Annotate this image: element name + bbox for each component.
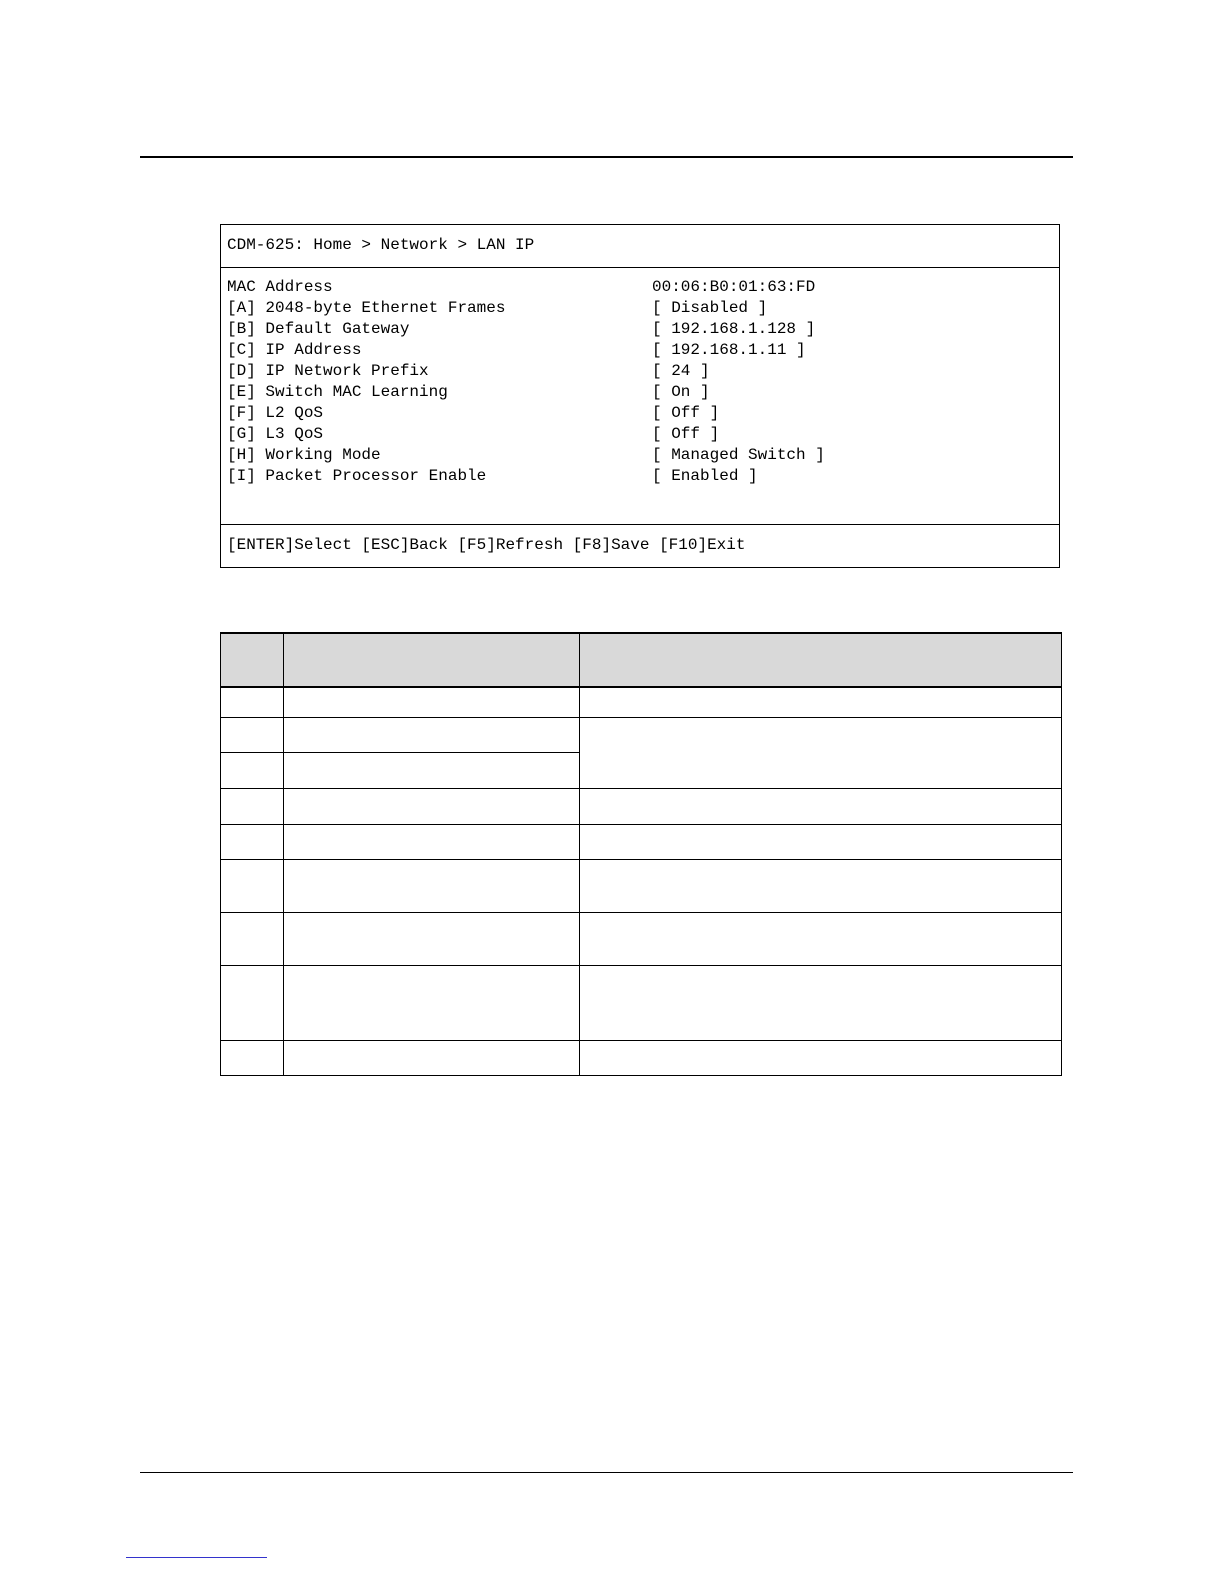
- table-cell: [580, 912, 1062, 965]
- menu-row-label: [E] Switch MAC Learning: [227, 383, 448, 401]
- table-header-cell: [580, 633, 1062, 687]
- menu-row-label: [A] 2048-byte Ethernet Frames: [227, 299, 506, 317]
- menu-row-value: [ Disabled ]: [652, 299, 768, 317]
- table-cell: [221, 824, 284, 859]
- table-cell: [221, 687, 284, 717]
- table-cell: [221, 965, 284, 1040]
- menu-row-label: [H] Working Mode: [227, 446, 381, 464]
- terminal-screen: [220, 224, 1060, 568]
- breadcrumb: CDM-625: Home > Network > LAN IP: [227, 236, 535, 254]
- table-cell: [580, 965, 1062, 1040]
- table-row: [221, 859, 1062, 912]
- table-cell: [284, 824, 580, 859]
- table-cell: [221, 752, 284, 788]
- menu-row-l3-qos[interactable]: [227, 425, 1053, 446]
- table-header-cell: [221, 633, 284, 687]
- menu-row-value: [ Off ]: [652, 404, 720, 422]
- table-cell: [221, 788, 284, 824]
- menu-row-packet-processor[interactable]: [227, 467, 1053, 488]
- menu-row-value: [ Managed Switch ]: [652, 446, 825, 464]
- key-hints-text: [ENTER]Select [ESC]Back [F5]Refresh [F8]Save [F10]Exit: [227, 536, 746, 554]
- table-row: [221, 824, 1062, 859]
- table-cell: [284, 752, 580, 788]
- menu-row-label: [B] Default Gateway: [227, 320, 410, 338]
- table-cell: [284, 687, 580, 717]
- table-cell: [221, 912, 284, 965]
- table-cell: [580, 687, 1062, 717]
- table-header-row: [221, 633, 1062, 687]
- table-cell: [284, 788, 580, 824]
- menu-row-ethernet-frames[interactable]: [227, 299, 1053, 320]
- table-cell: [284, 717, 580, 752]
- table-cell: [580, 717, 1062, 788]
- menu-row-value: 00:06:B0:01:63:FD: [652, 278, 816, 296]
- description-table: [220, 632, 1062, 1076]
- terminal-title-bar: [221, 225, 1059, 268]
- table-row: [221, 717, 1062, 752]
- top-rule: [140, 156, 1073, 158]
- table-header-cell: [284, 633, 580, 687]
- menu-row-value: [ 24 ]: [652, 362, 710, 380]
- table-cell: [221, 1040, 284, 1075]
- terminal-key-hints: [221, 525, 1059, 567]
- menu-row-l2-qos[interactable]: [227, 404, 1053, 425]
- table-cell: [580, 859, 1062, 912]
- menu-row-label: [G] L3 QoS: [227, 425, 324, 443]
- menu-row-switch-mac-learning[interactable]: [227, 383, 1053, 404]
- menu-row-mac-address: [227, 278, 1053, 299]
- table-row: [221, 1040, 1062, 1075]
- table-cell: [221, 717, 284, 752]
- menu-row-value: [ On ]: [652, 383, 710, 401]
- menu-row-value: [ Off ]: [652, 425, 720, 443]
- menu-row-ip-network-prefix[interactable]: [227, 362, 1053, 383]
- menu-row-value: [ 192.168.1.128 ]: [652, 320, 816, 338]
- table-cell: [284, 912, 580, 965]
- menu-row-label: [F] L2 QoS: [227, 404, 324, 422]
- table-row: [221, 687, 1062, 717]
- menu-row-working-mode[interactable]: [227, 446, 1053, 467]
- bottom-rule: [140, 1472, 1073, 1473]
- table-cell: [284, 859, 580, 912]
- menu-row-ip-address[interactable]: [227, 341, 1053, 362]
- terminal-menu: [221, 268, 1059, 525]
- menu-row-label: [C] IP Address: [227, 341, 362, 359]
- table-row: [221, 965, 1062, 1040]
- menu-row-label: [D] IP Network Prefix: [227, 362, 429, 380]
- table-cell: [284, 965, 580, 1040]
- table-cell: [221, 859, 284, 912]
- menu-row-label: MAC Address: [227, 278, 333, 296]
- table-cell: [580, 788, 1062, 824]
- menu-row-default-gateway[interactable]: [227, 320, 1053, 341]
- table-row: [221, 788, 1062, 824]
- table-cell: [580, 1040, 1062, 1075]
- table-row: [221, 912, 1062, 965]
- menu-row-value: [ Enabled ]: [652, 467, 758, 485]
- menu-row-label: [I] Packet Processor Enable: [227, 467, 487, 485]
- table-cell: [580, 824, 1062, 859]
- menu-row-value: [ 192.168.1.11 ]: [652, 341, 806, 359]
- table-cell: [284, 1040, 580, 1075]
- footer-link-underline: [126, 1557, 267, 1558]
